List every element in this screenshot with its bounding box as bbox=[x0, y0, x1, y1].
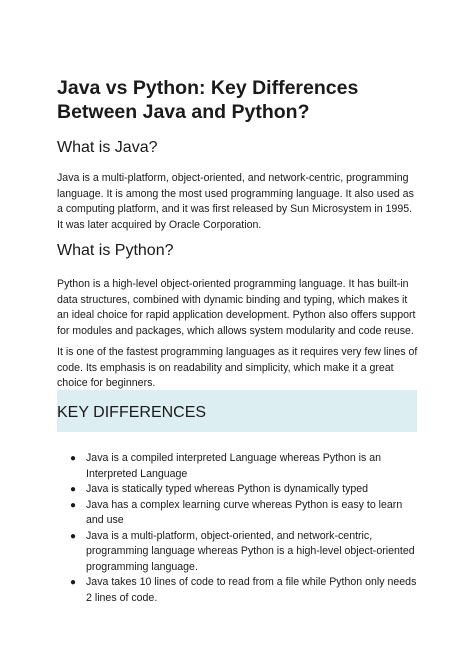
python-section-paragraph-2: It is one of the fastest programming languages as it requires very few lines of code. Its emphasis is on readability and simplicity, which make it a great choice for beginners. bbox=[57, 346, 418, 389]
document-title: Java vs Python: Key Differences Between Java and Python? bbox=[57, 77, 359, 123]
list-item-text: Java takes 10 lines of code to read from a file while Python only needs 2 lines of code. bbox=[86, 576, 417, 604]
list-item bbox=[57, 498, 419, 529]
bullet-icon: ● bbox=[70, 577, 77, 588]
list-item bbox=[57, 451, 419, 482]
python-section-heading: What is Python? bbox=[57, 242, 174, 259]
key-differences-list bbox=[57, 451, 419, 606]
list-item-text: Java is a compiled interpreted Language whereas Python is an Interpreted Language bbox=[86, 452, 382, 480]
bullet-icon: ● bbox=[70, 453, 77, 464]
list-item-text: Java is a multi-platform, object-oriented, and network-centric, programming language whereas Python is a high-level object-oriented programming language. bbox=[86, 529, 415, 573]
list-item-text: Java has a complex learning curve whereas Python is easy to learn and use bbox=[86, 498, 403, 526]
bullet-icon: ● bbox=[70, 499, 77, 511]
bullet-icon: ● bbox=[70, 530, 77, 542]
list-item-text: Java is statically typed whereas Python is dynamically typed bbox=[86, 483, 369, 495]
python-section-paragraph-1: Python is a high-level object-oriented programming language. It has built-in data structures, combined with dynamic binding and typing, which makes it an ideal choice for rapid application development. Python also offers support for modules and packages, which allows system modularity and code reuse. bbox=[57, 278, 416, 337]
list-item bbox=[57, 575, 419, 606]
bullet-icon: ● bbox=[70, 484, 77, 495]
list-item bbox=[57, 529, 419, 576]
list-item bbox=[57, 482, 419, 498]
key-differences-heading: KEY DIFFERENCES bbox=[57, 404, 207, 421]
java-section-heading: What is Java? bbox=[57, 139, 158, 156]
java-section-paragraph: Java is a multi-platform, object-oriented, and network-centric, programming language. It is among the most used programming language. It also used as a computing platform, and it was first released by Sun Microsystem in 1995. It was later acquired by Oracle Corporation. bbox=[57, 172, 414, 231]
